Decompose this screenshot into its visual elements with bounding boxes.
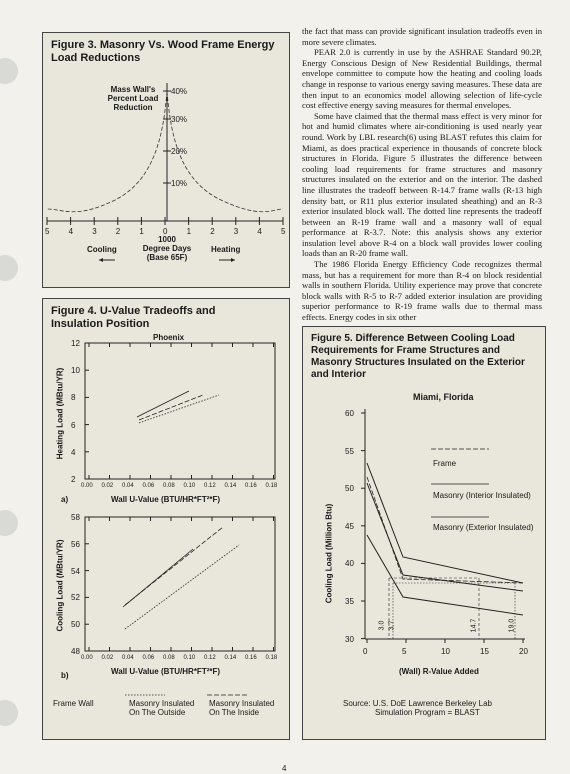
figure-4a-xtick: 0.14: [224, 483, 237, 489]
figure-5-ytick: 55: [345, 446, 354, 456]
paragraph: PEAR 2.0 is currently in use by the ASHRAE Standard 90.2P, Energy Conscious Design of New Residential Buildings, thermal envelope committee to compute how the heating and cooling loads change in response to various energy saving measures. These data are then input to an economics model allowing selection of life-cycle cost effective energy saving measures for thermal envelopes.: [302, 47, 542, 111]
figure-5-xtick: 20: [519, 647, 528, 656]
figure-5-ytick: 45: [345, 521, 354, 531]
marker-label: 3.7: [388, 620, 396, 631]
figure-3-xtick: 4: [257, 227, 262, 236]
figure-3-xtick: 2: [210, 227, 215, 236]
figure-4b-xtick: 0.12: [204, 655, 216, 661]
figure-4b-xtick: 0.10: [183, 655, 196, 661]
figure-3-title: Figure 3. Masonry Vs. Wood Frame Energy Load Reductions: [51, 39, 275, 64]
figure-4b-ytick: 54: [71, 566, 80, 576]
figure-4b-xtick: 0.06: [142, 655, 155, 661]
figure-4a-xtick: 0.06: [142, 483, 155, 489]
legend-masonry-inside: Masonry Insulated On The Inside: [209, 699, 275, 717]
figure-4b-ytick: 48: [71, 647, 80, 656]
figure-5-ytick: 30: [345, 634, 354, 644]
figure-4b-xtick: 0.04: [122, 655, 134, 661]
figure-3-ytick: 40%: [171, 87, 188, 96]
marker-label: 3.0: [378, 620, 386, 631]
figure-3-xtick: 4: [68, 227, 74, 236]
figure-4b-ytick: 50: [71, 620, 80, 630]
figure-5-xtick: 5: [402, 647, 407, 656]
figure-5-ytick: 50: [345, 484, 354, 494]
figure-4a-ytick: 10: [71, 366, 80, 376]
figure-4a-xtick: 0.04: [122, 483, 134, 489]
figure-4a-xtick: 0.00: [81, 483, 93, 489]
marker-label: 19.0: [508, 618, 516, 633]
figure-3-xtick: 3: [233, 227, 239, 236]
figure-4a-ytick: 2: [71, 475, 76, 484]
figure-5-xtick: 0: [363, 647, 368, 656]
figure-4a-xlabel: Wall U-Value (BTU/HR*FT²*F): [111, 495, 221, 504]
figure-5: [302, 326, 546, 740]
figure-4a-xtick: 0.08: [163, 483, 175, 489]
figure-4b-ytick: 58: [71, 513, 80, 522]
figure-4a-xtick: 0.16: [245, 483, 257, 489]
figure-4a-xtick: 0.12: [204, 483, 216, 489]
heating-label: Heating: [211, 245, 241, 254]
figure-4a-ytick: 12: [71, 339, 80, 348]
figure-5-xtick: 10: [441, 647, 450, 656]
figure-3: [42, 32, 290, 288]
figure-3-xtick: 1: [186, 227, 192, 236]
legend-frame-wall: Frame Wall: [53, 699, 94, 708]
figure-4b-xtick: 0.16: [245, 655, 257, 661]
marker-label: 14.7: [470, 618, 478, 633]
figure-3-xtick: 2: [115, 227, 121, 236]
figure-4b-xtick: 0.00: [81, 655, 93, 661]
figure-4b-ylabel: Cooling Load (MBtu/YR): [55, 539, 65, 632]
figure-3-ylabel: Mass Wall's Percent Load Reduction: [107, 85, 159, 112]
page-number: 4: [282, 764, 287, 773]
figure-3-xtick: 0: [163, 227, 168, 236]
figure-5-ytick: 35: [345, 597, 354, 606]
binder-hole: [0, 700, 18, 726]
figure-4a-label: a): [61, 495, 69, 504]
figure-4-subtitle: Phoenix: [153, 333, 185, 342]
figure-3-ytick: 30%: [171, 115, 188, 124]
cooling-label: Cooling: [87, 245, 117, 254]
legend-frame: Frame: [433, 459, 457, 468]
figure-5-ytick: 60: [345, 409, 354, 418]
figure-5-xlabel: (Wall) R-Value Added: [399, 667, 479, 676]
paragraph: Some have claimed that the thermal mass effect is very minor for hot and humid climates where air-conditioning is used nearly year round. Work by LBL research(6) using BLAST refutes this claim for Miami, as does practical experience in thousands of concrete block structures in Florida. Figure 5 illustrates the difference between cooling load requirements for frame structures and masonry structures insulated on the exterior and on the interior. The dashed line illustrates the tradeoff between R-14.7 frame walls (R-13 high density batt, or R11 plus exterior insulated sheathing) and an R-3 exterior insulated block wall. The dotted line represents the tradeoff between an R-19 frame wall and a masonry wall of equal performance at R-3.7. Note: this analysis shows any exterior insulation level above R-4 on a block wall provides lower cooling loads than an R-20 frame wall.: [302, 110, 542, 259]
figure-4a-xtick: 0.10: [183, 483, 196, 489]
figure-4b-xtick: 0.08: [163, 655, 175, 661]
legend-masonry-interior: Masonry (Interior Insulated): [433, 491, 531, 500]
figure-3-ytick: 20%: [171, 147, 188, 156]
legend-masonry-exterior: Masonry (Exterior Insulated): [433, 523, 534, 532]
figure-4-title: Figure 4. U-Value Tradeoffs and Insulation Position: [51, 305, 216, 330]
figure-4b-xtick: 0.14: [224, 655, 237, 661]
figure-4a-xtick: 0.18: [265, 483, 278, 489]
figure-4b-ytick: 52: [71, 593, 80, 603]
figure-4a-ytick: 8: [71, 393, 76, 403]
figure-3-ytick: 10%: [171, 179, 188, 188]
figure-5-source: Source: U.S. DoE Lawrence Berkeley Lab Simulation Program = BLAST: [343, 699, 492, 717]
figure-4a-ytick: 4: [71, 447, 76, 457]
binder-hole: [0, 58, 18, 84]
figure-3-xtick: 3: [92, 227, 97, 236]
legend-masonry-outside: Masonry Insulated On The Outside: [129, 699, 195, 717]
paragraph: The 1986 Florida Energy Efficiency Code recognizes thermal mass, but has a requirement for more than R-4 on block residential walls in southern Florida. Utility experience may prove that concrete block walls with R-5 to R-7 added exterior insulation are providing superior performance to R-19 frame walls due to thermal mass effects. Energy codes in six other: [302, 259, 542, 323]
figure-5-chart: [303, 327, 545, 739]
body-text: [302, 26, 542, 323]
figure-4b-ytick: 56: [71, 539, 80, 549]
figure-4b-xtick: 0.02: [101, 655, 114, 661]
figure-3-xlabel: 1000 Degree Days (Base 65F): [142, 235, 192, 262]
figure-4b-label: b): [61, 671, 69, 680]
figure-4a-ytick: 6: [71, 420, 76, 430]
figure-3-xtick: 5: [281, 227, 286, 236]
figure-5-title: Figure 5. Difference Between Cooling Load Requirements for Frame Structures and Masonry Structures Insulated on the Exterior and Interior: [311, 333, 525, 380]
figure-5-subtitle: Miami, Florida: [413, 392, 474, 402]
figure-4b-xtick: 0.18: [265, 655, 278, 661]
binder-hole: [0, 255, 18, 281]
figure-3-xtick: 5: [45, 227, 50, 236]
figure-4a-xtick: 0.02: [101, 483, 114, 489]
binder-hole: [0, 510, 18, 536]
figure-5-xtick: 15: [480, 647, 489, 656]
figure-5-ytick: 40: [345, 559, 354, 569]
figure-4b-xlabel: Wall U-Value (BTU/HR*FT²*F): [111, 667, 221, 676]
figure-5-ylabel: Cooling Load (Million Btu): [324, 503, 334, 604]
figure-4a-ylabel: Heating Load (MBtu/YR): [55, 367, 65, 460]
paragraph: the fact that mass can provide significant insulation tradeoffs even in more severe climates.: [302, 26, 542, 47]
figure-3-xtick: 1: [139, 227, 144, 236]
figure-4: [42, 298, 290, 740]
